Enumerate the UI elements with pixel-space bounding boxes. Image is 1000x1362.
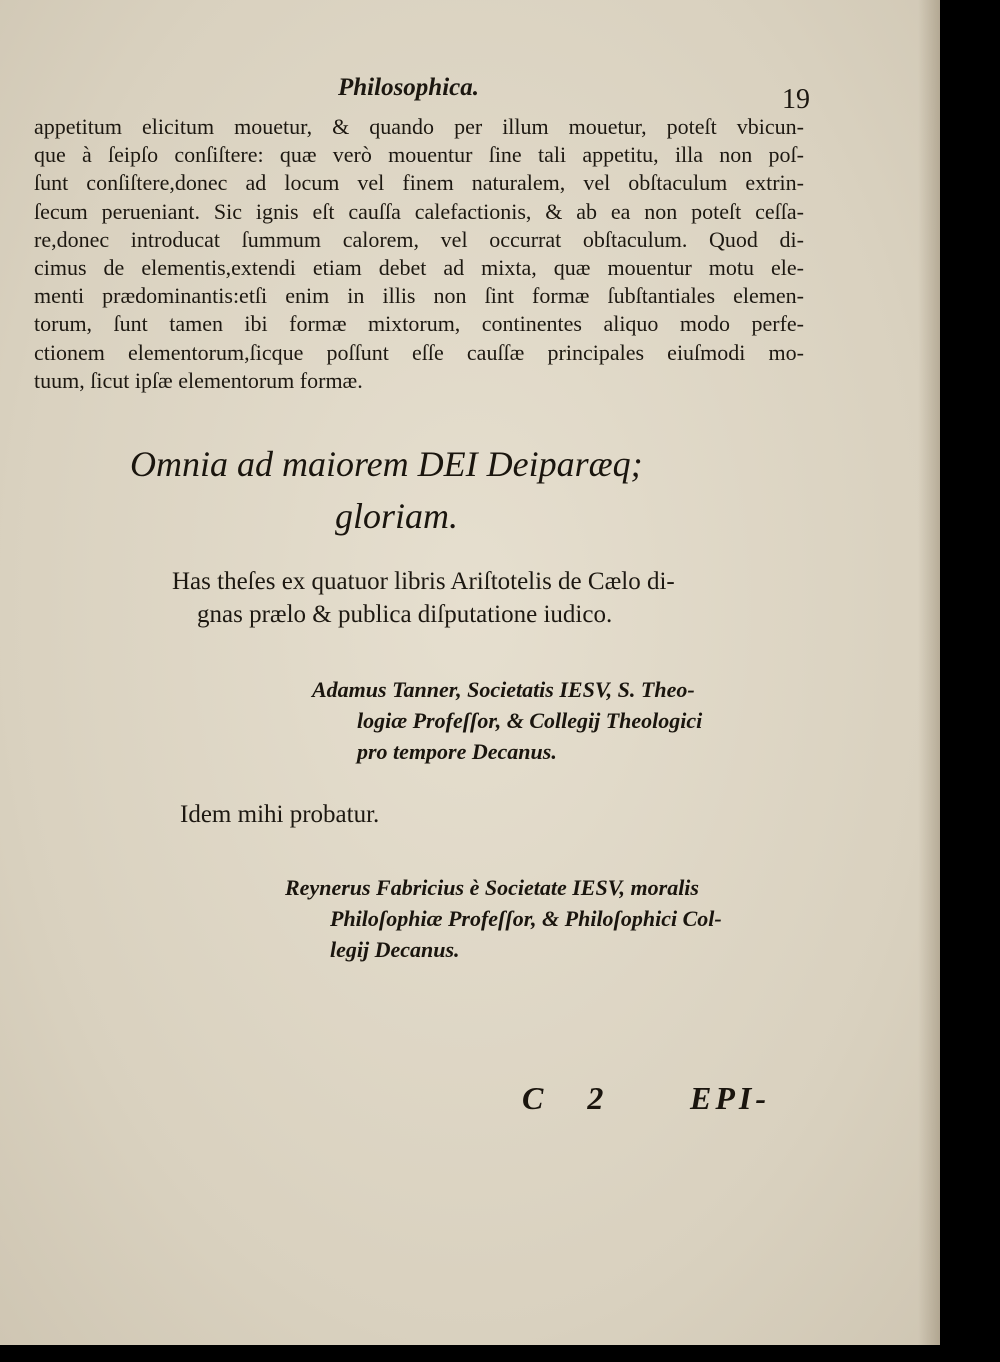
body-line: menti prædominantis:etſi enim in illis non ſint formæ ſubſtantiales elemen- <box>34 283 804 309</box>
signature-line: logiæ Profeſſor, & Collegij Theologici <box>357 708 703 733</box>
approval-line: gnas prælo & publica diſputatione iudico. <box>197 601 613 628</box>
dedication-line: Omnia ad maiorem DEI Deiparæq; <box>130 444 643 484</box>
idem-approval: Idem mihi probatur. <box>180 801 380 828</box>
folio-number: 19 <box>782 84 810 115</box>
signature-mark: C 2 <box>522 1080 622 1116</box>
signature-line: pro tempore Decanus. <box>357 739 557 764</box>
signature-line: legij Decanus. <box>330 937 460 962</box>
body-line: cimus de elementis,extendi etiam debet ad mixta, quæ mouentur motu ele- <box>34 255 804 281</box>
running-title: Philosophica. <box>338 74 479 101</box>
approval-statement <box>172 565 797 631</box>
dedication-line: gloriam. <box>335 496 459 536</box>
body-line: tuum, ſicut ipſæ elementorum formæ. <box>34 367 363 393</box>
body-line: ſunt conſiſtere,donec ad locum vel finem naturalem, vel obſtaculum extrin- <box>34 170 804 196</box>
body-line: appetitum elicitum mouetur, & quando per illum mouetur, poteſt vbicun- <box>34 114 804 139</box>
catchword: EPI- <box>690 1080 770 1116</box>
approval-line: Has theſes ex quatuor libris Ariſtotelis de Cælo di- <box>172 568 675 595</box>
body-line: que à ſeipſo conſiſtere: quæ verò mouentur ſine tali appetitu, illa non poſ- <box>34 142 804 168</box>
body-paragraph <box>34 113 804 395</box>
signature-line: Philoſophiæ Profeſſor, & Philoſophici Col- <box>330 906 722 931</box>
signature-tanner <box>312 674 800 767</box>
page-edge-shadow <box>918 0 940 1345</box>
body-line: ctionem elementorum,ſicque poſſunt eſſe cauſſæ principales eiuſmodi mo- <box>34 339 804 365</box>
signature-fabricius <box>285 872 805 965</box>
body-line: re,donec introducat ſummum calorem, vel occurrat obſtaculum. Quod di- <box>34 226 804 252</box>
signature-line: Reynerus Fabricius è Societate IESV, moralis <box>285 875 699 900</box>
dedication <box>130 438 730 542</box>
signature-line: Adamus Tanner, Societatis IESV, S. Theo- <box>312 677 695 702</box>
body-line: torum, ſunt tamen ibi formæ mixtorum, continentes aliquo modo perfe- <box>34 311 804 337</box>
body-line: ſecum perueniant. Sic ignis eſt cauſſa calefactionis, & ab ea non poteſt ceſſa- <box>34 198 804 224</box>
